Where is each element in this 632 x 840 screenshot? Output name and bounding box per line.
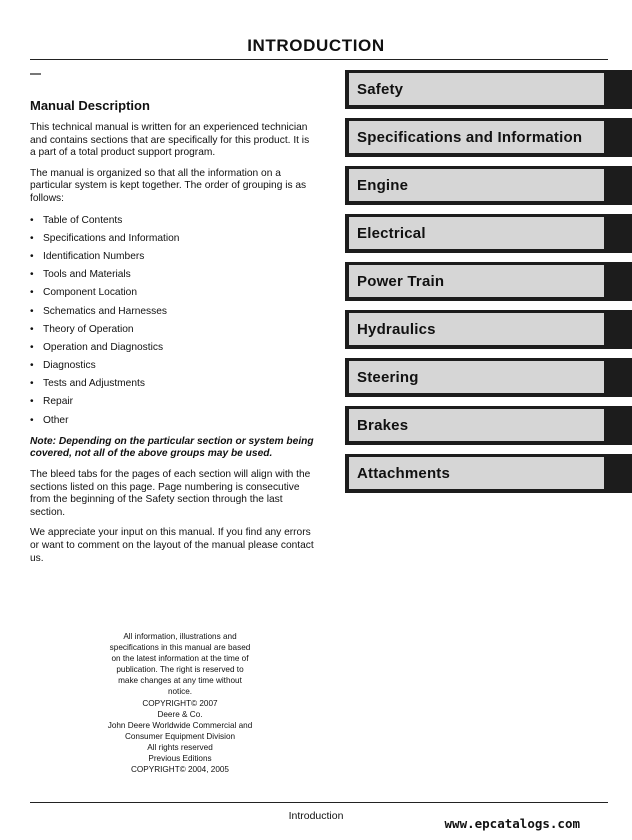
feedback-paragraph: We appreciate your input on this manual. If you find any errors or want to comment on the layout of the manual please contact us. [30, 527, 314, 564]
section-tabs [345, 70, 632, 502]
list-item [30, 359, 315, 377]
copyright-line: Deere & Co. [157, 709, 203, 719]
copyright-line: COPYRIGHT© 2004, 2005 [131, 765, 229, 775]
bullet-icon: • [30, 378, 34, 390]
section-tab-safety[interactable] [345, 70, 632, 109]
page-title: INTRODUCTION [247, 36, 385, 55]
note-text: Note: Depending on the particular section or system being covered, not all of the above groups may be used. [30, 435, 314, 460]
section-tab-electrical[interactable] [345, 214, 632, 253]
group-list [30, 214, 315, 432]
bullet-icon: • [30, 341, 34, 353]
margin-mark [30, 73, 41, 75]
bullet-icon: • [30, 305, 34, 317]
bullet-icon: • [30, 232, 34, 244]
list-item-label: Tests and Adjustments [43, 378, 145, 390]
section-tab-label: Electrical [357, 224, 426, 242]
list-item [30, 414, 315, 432]
list-item-label: Operation and Diagnostics [43, 341, 164, 353]
footer-url[interactable]: www.epcatalogs.com [444, 816, 580, 831]
list-item-label: Identification Numbers [43, 250, 145, 262]
copyright-line: All rights reserved [147, 742, 213, 752]
copyright-line: specifications in this manual are based [109, 643, 251, 653]
bullet-icon: • [30, 214, 34, 226]
bullet-icon: • [30, 414, 34, 426]
list-item [30, 286, 315, 304]
bullet-icon: • [30, 287, 34, 299]
section-tab-label: Hydraulics [357, 320, 436, 338]
section-tab-steering[interactable] [345, 358, 632, 397]
list-item [30, 395, 315, 413]
copyright-line: Previous Editions [148, 754, 212, 764]
copyright-line: notice. [167, 687, 193, 697]
list-item-label: Component Location [43, 287, 138, 299]
section-tab-specifications[interactable] [345, 118, 632, 157]
section-tab-label: Attachments [357, 464, 451, 482]
section-tab-hydraulics[interactable] [345, 310, 632, 349]
copyright-line: COPYRIGHT© 2007 [142, 698, 218, 708]
list-item-label: Table of Contents [43, 214, 123, 226]
bullet-icon: • [30, 269, 34, 281]
list-item [30, 268, 315, 286]
list-item-label: Diagnostics [43, 360, 96, 372]
list-item [30, 377, 315, 395]
list-item [30, 250, 315, 268]
title-divider [30, 59, 608, 60]
list-item-label: Theory of Operation [43, 323, 134, 335]
list-item [30, 341, 315, 359]
list-item [30, 305, 315, 323]
copyright-line: on the latest information at the time of [111, 654, 249, 664]
copyright-line: All information, illustrations and [123, 632, 237, 641]
section-tab-label: Brakes [357, 416, 409, 434]
list-item-label: Tools and Materials [43, 269, 131, 281]
footer-divider [30, 802, 608, 803]
list-item-label: Other [43, 414, 69, 426]
bleed-tabs-paragraph: The bleed tabs for the pages of each section will align with the sections listed on this page. Page numbering is consecutive from the beginning of the Safety section through the last section. [30, 469, 311, 518]
bullet-icon: • [30, 250, 34, 262]
list-item-label: Specifications and Information [43, 232, 180, 244]
section-tab-engine[interactable] [345, 166, 632, 205]
section-tab-brakes[interactable] [345, 406, 632, 445]
section-tab-attachments[interactable] [345, 454, 632, 493]
list-item-label: Schematics and Harnesses [43, 305, 168, 317]
copyright-block [92, 631, 268, 775]
list-item [30, 323, 315, 341]
section-tab-label: Power Train [357, 272, 445, 290]
bullet-icon: • [30, 323, 34, 335]
manual-description-column [30, 98, 315, 573]
list-item [30, 232, 315, 250]
list-item-label: Repair [43, 396, 74, 408]
copyright-line: make changes at any time without [118, 676, 242, 686]
section-tab-label: Engine [357, 176, 409, 194]
section-heading: Manual Description [30, 98, 150, 113]
bullet-icon: • [30, 360, 34, 372]
organization-paragraph: The manual is organized so that all the information on a particular system is kept together. The order of grouping is as follows: [30, 167, 307, 204]
copyright-line: John Deere Worldwide Commercial and [107, 720, 253, 730]
section-tab-label: Steering [357, 368, 419, 386]
section-tab-label: Safety [357, 80, 404, 98]
section-tab-label: Specifications and Information [357, 128, 583, 146]
copyright-line: Consumer Equipment Division [124, 731, 236, 741]
section-tab-power-train[interactable] [345, 262, 632, 301]
footer-section-label: Introduction [288, 810, 344, 822]
bullet-icon: • [30, 396, 34, 408]
intro-paragraph: This technical manual is written for an experienced technician and contains sections that are specifically for this product. It is a part of a total product support program. [30, 122, 310, 159]
list-item [30, 214, 315, 232]
copyright-line: publication. The right is reserved to [116, 665, 244, 675]
